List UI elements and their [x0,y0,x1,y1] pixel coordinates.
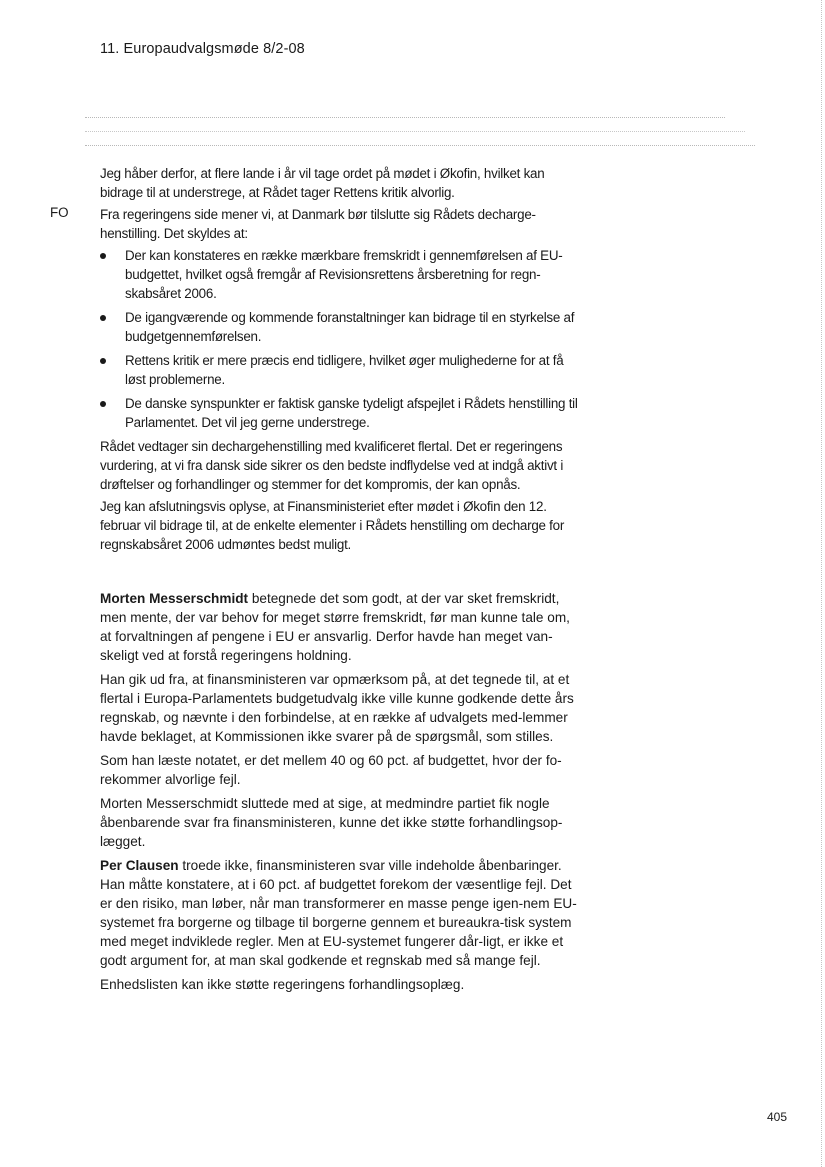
minutes-paragraph: Enhedslisten kan ikke støtte regeringens forhandlingsoplæg. [100,977,465,992]
bullet-text: Der kan konstateres en række mærkbare fremskridt i gennemførelsen af EU-budgettet, hvilket også fremgår af Revisionsrettens årsberetning for regn-skabsåret 2006. [125,248,563,301]
speaker-label: FO [50,205,69,220]
speech-paragraph: Fra regeringens side mener vi, at Danmark bør tilslutte sig Rådets decharge-henstilling. Det skyldes at: [100,207,536,241]
minutes-paragraph: Han gik ud fra, at finansministeren var opmærksom på, at det tegnede til, at et flertal i Europa-Parlamentets budgetudvalg ikke ville kunne godkende dette års regnskab, og nævnte i den forbindelse, at en række af udvalgets med-lemmer havde beklaget, at Kommissionen ikke svarer på de spørgsmål, som stilles. [100,672,574,744]
bullet-item [100,246,585,303]
scan-divider [85,131,745,132]
page-header: 11. Europaudvalgsmøde 8/2-08 [100,41,305,57]
minutes-paragraph [100,589,580,665]
minister-speech [100,164,585,557]
speech-paragraph: Rådet vedtager sin dechargehenstilling med kvalificeret flertal. Det er regeringens vurdering, at vi fra dansk side sikrer os den bedste indflydelse ved at indgå aktivt i drøftelser og forhandlinger og stemmer for det kompromis, der kan opnås. [100,439,564,492]
minutes-paragraph: Morten Messerschmidt sluttede med at sige, at medmindre partiet fik nogle åbenbarende svar fra finansministeren, kunne det ikke støtte forhandlingsop-lægget. [100,796,563,849]
speaker-name: Morten Messerschmidt [100,591,249,606]
bullet-icon [100,253,106,259]
scan-edge [821,0,822,1167]
minutes-text: betegnede det som godt, at der var sket fremskridt, men mente, der var behov for meget større fremskridt, før man kunne tale om, at forvaltningen af pengene i EU er ansvarlig. Derfor havde han meget van-skeligt ved at forstå regeringens holdning. [100,591,570,663]
bullet-item [100,308,585,346]
speech-paragraph: Jeg håber derfor, at flere lande i år vil tage ordet på mødet i Økofin, hvilket kan bidrage til at understrege, at Rådet tager Rettens kritik alvorlig. [100,166,545,200]
page-number: 405 [767,1110,788,1124]
meeting-minutes [100,589,580,999]
minutes-paragraph: Som han læste notatet, er det mellem 40 og 60 pct. af budgettet, hvor der fo-rekommer alvorlige fejl. [100,753,562,787]
bullet-icon [100,315,106,321]
bullet-icon [100,401,106,407]
bullet-icon [100,358,106,364]
minutes-text: troede ikke, finansministeren svar ville indeholde åbenbaringer. Han måtte konstatere, at i 60 pct. af budgettet forekom der væsentlige fejl. Det er den risiko, man løber, når man transformerer en masse penge igen-nem EU-systemet fra borgerne og tilbage til borgerne gennem et bureaukra-tisk system med meget indviklede regler. Men at EU-systemet fungerer dår-ligt, er ikke et godt argument for, at man skal godkende et regnskab med så mange fejl. [100,858,577,968]
bullet-text: Rettens kritik er mere præcis end tidligere, hvilket øger mulighederne for at få løst problemerne. [125,353,564,387]
scan-divider [85,145,755,146]
bullet-item [100,394,585,432]
scan-divider [85,117,725,118]
speech-paragraph: Jeg kan afslutningsvis oplyse, at Finansministeriet efter mødet i Økofin den 12. februar vil bidrage til, at de enkelte elementer i Rådets henstilling om decharge for regnskabsåret 2006 udmøntes bedst muligt. [100,499,565,552]
bullet-list [100,246,585,432]
speaker-name: Per Clausen [100,858,179,873]
bullet-item [100,351,585,389]
minutes-paragraph [100,856,580,970]
bullet-text: De danske synspunkter er faktisk ganske tydeligt afspejlet i Rådets henstilling til Parlamentet. Det vil jeg gerne understrege. [125,396,578,430]
bullet-text: De igangværende og kommende foranstaltninger kan bidrage til en styrkelse af budgetgennemførelsen. [125,310,575,344]
